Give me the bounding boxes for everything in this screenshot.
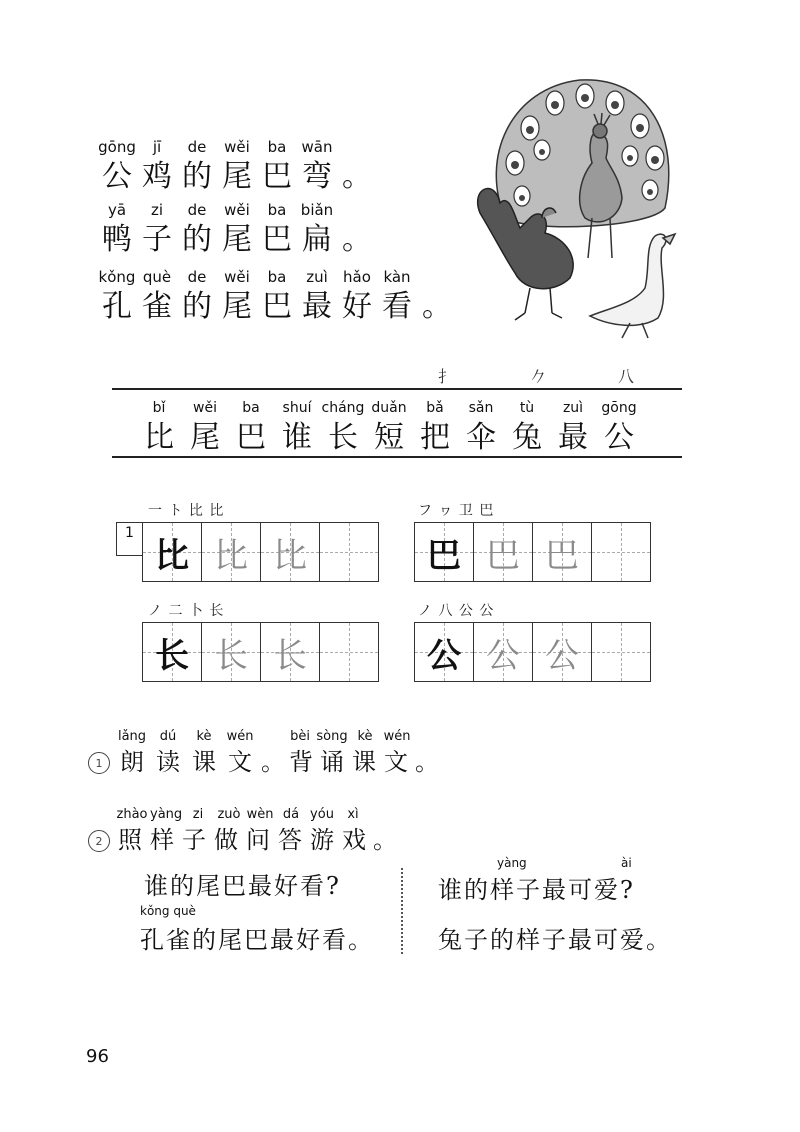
pinyin: xì (347, 807, 359, 822)
sample-answer-1: 孔雀的尾巴最好看。 (140, 926, 374, 954)
hanzi: 问 (246, 826, 270, 854)
pinyin: kàn (383, 268, 411, 286)
exercise1-read-aloud (114, 728, 288, 778)
grid-cell-blank[interactable] (592, 623, 650, 681)
hanzi: 照 (118, 826, 142, 854)
sample-question-2: 谁的样子最可爱? (438, 876, 635, 904)
rooster-peacock-duck-illustration (470, 68, 685, 350)
vocab-char: 最 (558, 420, 588, 455)
pinyin: ba (267, 138, 287, 156)
radical-knife: 𠂊 (530, 367, 547, 386)
model-char: 比 (155, 535, 189, 576)
grid-cell (143, 523, 202, 581)
stroke-order-ba: フ ヮ 卫 巴 (418, 503, 495, 519)
grid-cell (261, 523, 320, 581)
punctuation: 。 (422, 289, 452, 324)
pinyin: yàng (150, 807, 183, 822)
writing-grid-ba (414, 522, 651, 582)
exercise2-instruction (114, 806, 400, 856)
pinyin: lǎng (117, 729, 147, 744)
pinyin: zuì (306, 268, 328, 286)
poem-line-3 (97, 268, 457, 327)
pinyin: jī (152, 138, 162, 156)
vocab-pinyin: bǎ (426, 400, 444, 416)
vocab-item (504, 398, 550, 458)
pinyin: dá (282, 807, 300, 822)
sample-question-2-pinyin-yang: yàng (497, 856, 527, 870)
vocab-char: 短 (374, 420, 404, 455)
grid-cell-blank[interactable] (320, 623, 378, 681)
vocab-char: 兔 (512, 420, 542, 455)
grid-cell (415, 623, 474, 681)
hanzi: 戏 (342, 826, 366, 854)
vocab-list (136, 398, 642, 458)
vocab-item (596, 398, 642, 458)
pinyin: wān (301, 138, 333, 156)
vocab-item (412, 398, 458, 458)
pinyin: bèi (290, 729, 310, 744)
grid-cell (533, 523, 592, 581)
vocab-item (136, 398, 182, 458)
hanzi: 样 (150, 826, 174, 854)
vocab-pinyin: ba (242, 400, 260, 416)
sample-answer-2: 兔子的样子最可爱。 (438, 926, 672, 954)
vocab-char: 比 (144, 420, 174, 455)
vocab-pinyin: duǎn (371, 400, 407, 416)
pinyin: ba (267, 268, 287, 286)
hanzi: 子 (142, 222, 172, 257)
qa-divider (401, 868, 403, 954)
punctuation: 。 (261, 748, 285, 776)
hanzi: 的 (182, 289, 212, 324)
hanzi: 子 (182, 826, 206, 854)
stroke-order-chang: ノ 二 卜 长 (148, 603, 225, 619)
vocab-pinyin: tù (519, 400, 535, 416)
pinyin: ba (267, 201, 287, 219)
hanzi: 文 (384, 748, 408, 776)
hanzi: 最 (302, 289, 332, 324)
trace-char: 巴 (486, 535, 520, 576)
hanzi: 雀 (142, 289, 172, 324)
pinyin: kè (196, 729, 212, 744)
pinyin: gōng (98, 138, 136, 156)
hanzi: 扁 (302, 222, 332, 257)
radical-eight: 八 (618, 367, 635, 386)
grid-cell-blank[interactable] (592, 523, 650, 581)
pinyin: zi (192, 807, 204, 822)
hanzi: 弯 (302, 159, 332, 194)
duck (590, 234, 675, 338)
grid-tag: 1 (116, 522, 142, 556)
vocab-char: 谁 (282, 420, 312, 455)
vocab-pinyin: shuí (282, 400, 312, 416)
pinyin: wěi (224, 138, 250, 156)
pinyin: wèn (246, 807, 274, 822)
pinyin: yóu (310, 807, 334, 822)
hanzi: 读 (156, 748, 180, 776)
punctuation: 。 (342, 222, 372, 257)
writing-grid-bi (142, 522, 379, 582)
exercise1-recite (286, 728, 442, 778)
grid-cell (202, 523, 261, 581)
hanzi: 答 (278, 826, 302, 854)
hanzi: 做 (214, 826, 238, 854)
grid-cell (202, 623, 261, 681)
radical-hand: 扌 (438, 367, 455, 386)
hanzi: 孔 (102, 289, 132, 324)
pinyin: wén (226, 729, 254, 744)
pinyin: què (142, 268, 172, 286)
vocab-item (320, 398, 366, 458)
vocab-item (550, 398, 596, 458)
grid-cell-blank[interactable] (320, 523, 378, 581)
hanzi: 尾 (222, 289, 252, 324)
vocab-char: 公 (604, 420, 634, 455)
grid-cell (261, 623, 320, 681)
hanzi: 巴 (262, 289, 292, 324)
exercise-number-1: 1 (88, 752, 110, 774)
grid-cell (415, 523, 474, 581)
vocab-item (274, 398, 320, 458)
vocab-pinyin: wěi (193, 400, 217, 416)
trace-char: 巴 (545, 535, 579, 576)
hanzi: 尾 (222, 222, 252, 257)
pinyin: wěi (224, 201, 250, 219)
punctuation: 。 (342, 159, 372, 194)
hanzi: 巴 (262, 222, 292, 257)
pinyin: wén (383, 729, 411, 744)
trace-char: 比 (214, 535, 248, 576)
pinyin: zi (150, 201, 164, 219)
trace-char: 比 (273, 535, 307, 576)
exercise-number-2: 2 (88, 830, 110, 852)
vocab-char: 巴 (236, 420, 266, 455)
pinyin: sòng (316, 729, 348, 744)
page-number: 96 (86, 1046, 109, 1067)
writing-grid-gong (414, 622, 651, 682)
trace-char: 长 (273, 635, 307, 676)
hanzi: 游 (310, 826, 334, 854)
grid-cell (533, 623, 592, 681)
vocab-char: 伞 (466, 420, 496, 455)
vocab-char: 长 (328, 420, 358, 455)
vocab-char: 把 (420, 420, 450, 455)
vocab-item (458, 398, 504, 458)
hanzi: 公 (102, 159, 132, 194)
vocab-pinyin: bǐ (152, 400, 166, 416)
model-char: 长 (155, 635, 189, 676)
hanzi: 的 (182, 222, 212, 257)
pinyin: kè (357, 729, 373, 744)
model-char: 巴 (427, 535, 461, 576)
model-char: 公 (427, 635, 461, 676)
sample-answer-1-pinyin: kǒng què (140, 904, 196, 918)
writing-grid-chang (142, 622, 379, 682)
sample-question-2-pinyin-ai: ài (621, 856, 632, 870)
vocab-pinyin: sǎn (468, 400, 494, 416)
grid-cell (474, 523, 533, 581)
hanzi: 巴 (262, 159, 292, 194)
poem-line-1 (97, 138, 377, 197)
stroke-order-bi: 一 ト 比 比 (148, 503, 225, 519)
hanzi: 背 (289, 748, 313, 776)
pinyin: kǒng (98, 268, 136, 286)
vocab-pinyin: zuì (562, 400, 584, 416)
hanzi: 看 (382, 289, 412, 324)
stroke-order-gong: ノ 八 公 公 (418, 603, 495, 619)
vocab-item (228, 398, 274, 458)
trace-char: 公 (486, 635, 520, 676)
pinyin: yā (107, 201, 127, 219)
hanzi: 的 (182, 159, 212, 194)
pinyin: de (187, 138, 207, 156)
vocab-pinyin: cháng (321, 400, 365, 416)
vocab-item (182, 398, 228, 458)
trace-char: 公 (545, 635, 579, 676)
hanzi: 朗 (120, 748, 144, 776)
pinyin: dú (159, 729, 177, 744)
vocab-item (366, 398, 412, 458)
poem-line-2 (97, 201, 377, 260)
vocab-bottom-rule (112, 456, 682, 458)
pinyin: de (187, 268, 207, 286)
vocab-char: 尾 (190, 420, 220, 455)
punctuation: 。 (415, 748, 439, 776)
pinyin: hǎo (343, 268, 371, 286)
pinyin: wěi (224, 268, 250, 286)
pinyin: zuò (217, 807, 241, 822)
hanzi: 课 (352, 748, 376, 776)
pinyin: zhào (116, 807, 148, 822)
hanzi: 好 (342, 289, 372, 324)
hanzi: 课 (192, 748, 216, 776)
grid-cell (474, 623, 533, 681)
grid-cell (143, 623, 202, 681)
trace-char: 长 (214, 635, 248, 676)
pinyin: de (187, 201, 207, 219)
vocab-top-rule (112, 388, 682, 390)
hanzi: 诵 (320, 748, 344, 776)
hanzi: 文 (228, 748, 252, 776)
sample-question-1: 谁的尾巴最好看? (144, 872, 341, 900)
vocab-pinyin: gōng (601, 400, 637, 416)
punctuation: 。 (373, 826, 397, 854)
pinyin: biǎn (300, 201, 334, 219)
hanzi: 尾 (222, 159, 252, 194)
hanzi: 鸡 (142, 159, 172, 194)
hanzi: 鸭 (102, 222, 132, 257)
